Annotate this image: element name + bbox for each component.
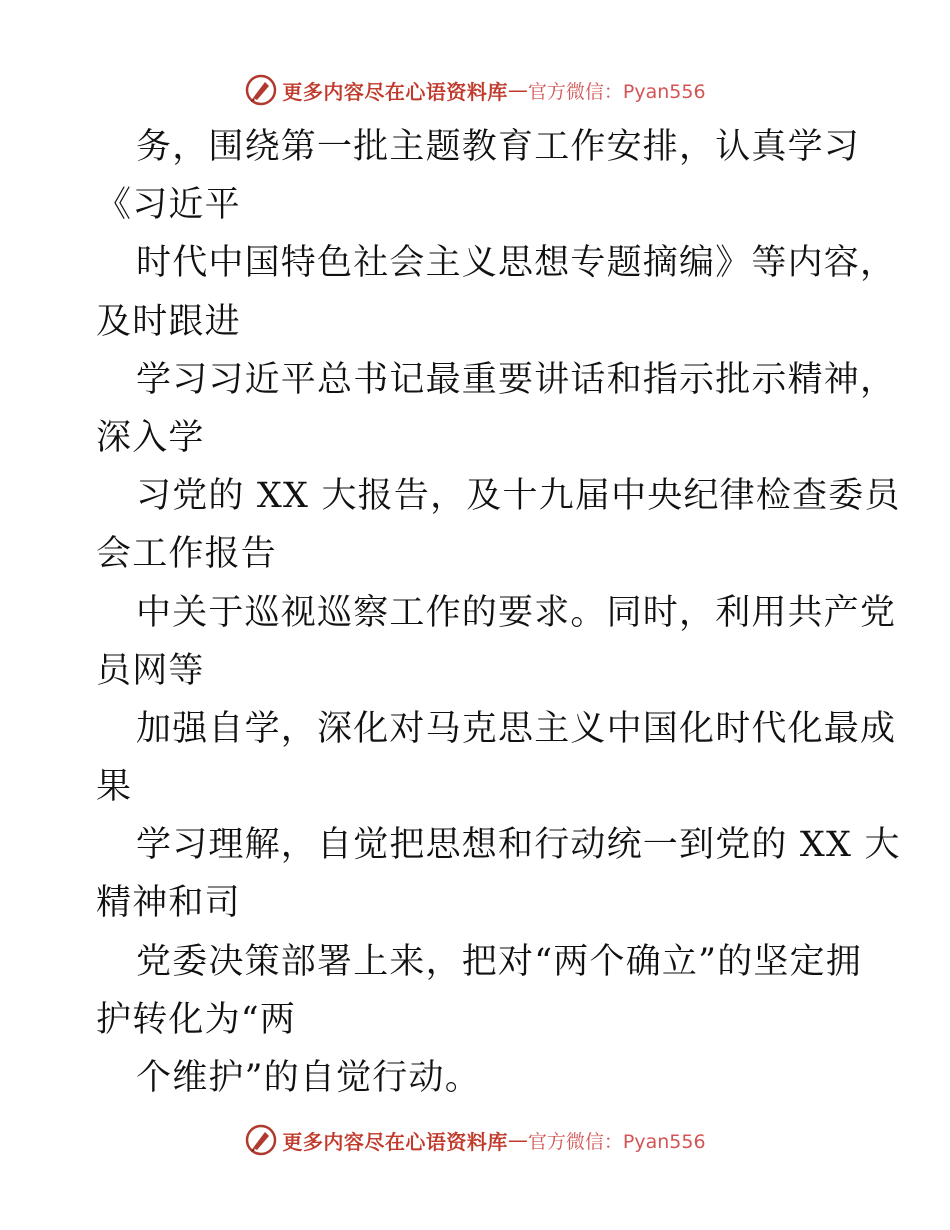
body-line: 个维护”的自觉行动。 [136,1058,481,1098]
header-banner [0,70,950,110]
body-line: 及时跟进 [96,301,241,342]
body-line: 中关于巡视巡察工作的要求。同时，利用共产党 [136,592,897,633]
body-line: 深入学 [96,417,205,458]
body-line: 时代中国特色社会主义思想专题摘编》等内容， [136,243,897,284]
body-line: 习党的 XX 大报告，及十九届中央纪律检查委员 [136,476,901,517]
fountain-pen-icon [244,1123,278,1157]
body-line: 学习习近平总书记最重要讲话和指示批示精神， [136,359,897,400]
header-separator: — [507,78,528,102]
body-line: 果 [96,767,133,808]
body-line: 员网等 [96,650,205,691]
body-line: 务，围绕第一批主题教育工作安排，认真学习 [136,127,861,167]
footer-site-text: 更多内容尽在心语资料库 [282,1129,508,1154]
body-line: 护转化为“两 [96,999,297,1040]
body-line: 加强自学，深化对马克思主义中国化时代化最成 [136,708,897,749]
fountain-pen-icon [244,73,278,107]
body-line: 精神和司 [96,883,241,924]
footer-separator: — [507,1128,528,1152]
footer-wechat-text: 官方微信：Pyan556 [527,1130,706,1153]
body-line: 会工作报告 [96,534,278,575]
body-line: 学习理解，自觉把思想和行动统一到党的 XX 大 [136,825,901,866]
header-wechat-text: 官方微信：Pyan556 [527,80,706,103]
body-line: 党委决策部署上来，把对“两个确立”的坚定拥 [136,941,862,982]
header-site-text: 更多内容尽在心语资料库 [282,79,508,104]
footer-banner [0,1120,950,1160]
document-body [96,118,901,1107]
body-line: 《习近平 [96,185,241,226]
